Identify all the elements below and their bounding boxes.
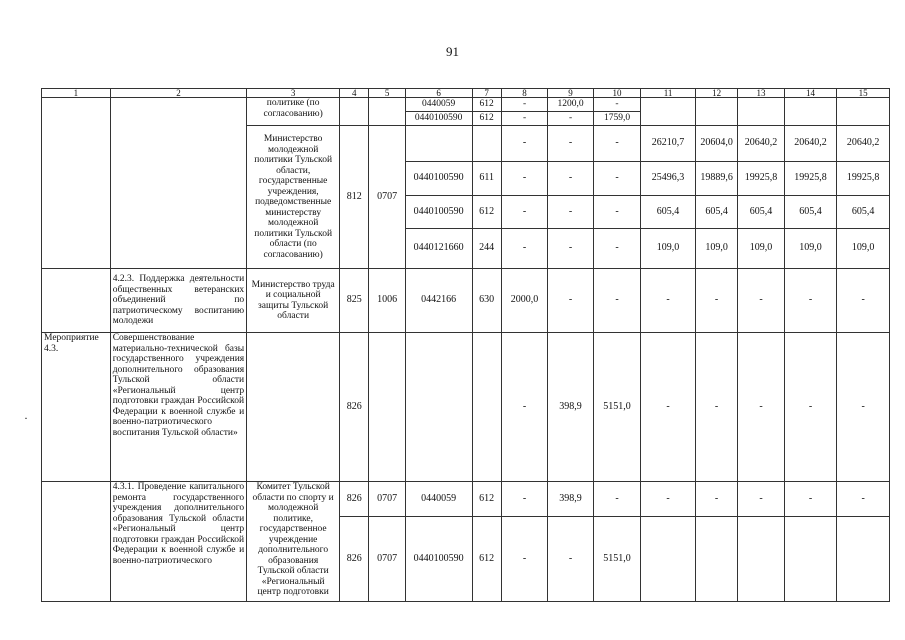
cell — [42, 482, 111, 602]
col-header: 11 — [641, 89, 696, 98]
cell-value: 19925,8 — [784, 162, 837, 196]
cell — [738, 517, 784, 602]
cell-kvr: 612 — [472, 112, 501, 126]
cell-value: - — [593, 126, 641, 162]
cell-value: 605,4 — [738, 196, 784, 229]
cell-value: 5151,0 — [593, 333, 641, 482]
cell-kcsr: 0440100590 — [405, 162, 472, 196]
cell-kvr: 612 — [472, 196, 501, 229]
cell-value: - — [501, 482, 547, 517]
cell-value: - — [593, 269, 641, 333]
table-row — [42, 269, 890, 333]
cell — [784, 517, 837, 602]
cell-value: 1759,0 — [593, 112, 641, 126]
col-header: 12 — [695, 89, 737, 98]
cell-value: 5151,0 — [593, 517, 641, 602]
cell-grbs: 826 — [340, 482, 369, 517]
cell-grbs: 825 — [340, 269, 369, 333]
cell — [42, 269, 111, 333]
cell-executor: Министерство молодежной политики Тульской области, государственные учреждения, подведомственные министерству молодежной политики Тульской области (по согласованию) — [247, 126, 340, 269]
col-header: 8 — [501, 89, 547, 98]
cell-value: - — [593, 162, 641, 196]
cell — [42, 98, 111, 269]
cell-value: 26210,7 — [641, 126, 696, 162]
cell — [837, 98, 890, 126]
cell-value: - — [548, 229, 593, 269]
cell-kvr — [472, 126, 501, 162]
cell-value: - — [548, 126, 593, 162]
cell-event: Мероприятие 4.3. — [42, 333, 111, 482]
col-header: 1 — [42, 89, 111, 98]
cell-value: - — [837, 269, 890, 333]
cell-value: 20604,0 — [695, 126, 737, 162]
cell-value: - — [837, 333, 890, 482]
cell-kcsr: 0440100590 — [405, 196, 472, 229]
col-header: 7 — [472, 89, 501, 98]
cell-value: - — [784, 269, 837, 333]
cell-value: - — [501, 112, 547, 126]
cell-value: 20640,2 — [837, 126, 890, 162]
cell-kcsr: 0442166 — [405, 269, 472, 333]
cell-value: - — [738, 482, 784, 517]
col-header: 6 — [405, 89, 472, 98]
cell-value: - — [695, 269, 737, 333]
cell-value: - — [548, 196, 593, 229]
cell-grbs: 826 — [340, 333, 369, 482]
cell-value: 25496,3 — [641, 162, 696, 196]
cell-activity: Совершенствование материально-технической базы государственного учреждения дополнительного образования Тульской области «Региональный центр подготовки граждан Российской Федерации к военной службе и военно-патриотического воспитания Тульской области» — [110, 333, 246, 482]
cell-executor: Комитет Тульской области по спорту и молодежной политике, государственное учреждение дополнительного образования Тульской области «Региональный центр подготовки — [247, 482, 340, 602]
cell-value: 605,4 — [695, 196, 737, 229]
col-header: 5 — [369, 89, 405, 98]
cell-value: - — [738, 269, 784, 333]
cell-value: - — [501, 196, 547, 229]
cell-rzpr: 0707 — [369, 482, 405, 517]
cell-value: - — [695, 482, 737, 517]
cell — [738, 98, 784, 126]
cell-value: - — [641, 269, 696, 333]
cell-kcsr — [405, 126, 472, 162]
margin-mark: · — [24, 411, 28, 425]
cell-value: 109,0 — [784, 229, 837, 269]
cell-value: - — [837, 482, 890, 517]
cell-executor: политике (по согласованию) — [247, 98, 340, 126]
cell-value: 1200,0 — [548, 98, 593, 112]
cell-kcsr: 0440059 — [405, 482, 472, 517]
table-row — [42, 98, 890, 112]
cell-value: - — [501, 126, 547, 162]
cell-value: - — [593, 196, 641, 229]
cell-value: - — [784, 333, 837, 482]
cell-value: - — [641, 482, 696, 517]
cell-value: 109,0 — [837, 229, 890, 269]
cell-kvr: 244 — [472, 229, 501, 269]
cell-value: 20640,2 — [784, 126, 837, 162]
cell-activity: 4.3.1. Проведение капитального ремонта государственного учреждения дополнительного образования Тульской области «Региональный центр подготовки граждан Российской Федерации к военной службе и военно-патриотического — [110, 482, 246, 602]
cell-value: - — [548, 269, 593, 333]
cell — [695, 517, 737, 602]
cell — [405, 333, 472, 482]
cell-value: - — [784, 482, 837, 517]
col-header: 13 — [738, 89, 784, 98]
page-number: 91 — [446, 44, 459, 59]
cell-value: - — [501, 333, 547, 482]
cell — [247, 333, 340, 482]
cell-value: - — [593, 482, 641, 517]
cell — [784, 98, 837, 126]
cell — [472, 333, 501, 482]
cell-value: 605,4 — [784, 196, 837, 229]
cell-kvr: 611 — [472, 162, 501, 196]
cell-value: 19925,8 — [738, 162, 784, 196]
cell-value: 605,4 — [641, 196, 696, 229]
col-header: 15 — [837, 89, 890, 98]
cell-rzpr: 1006 — [369, 269, 405, 333]
cell — [641, 517, 696, 602]
cell-value: 109,0 — [641, 229, 696, 269]
cell-grbs: 826 — [340, 517, 369, 602]
cell-kvr: 612 — [472, 482, 501, 517]
cell-grbs: 812 — [340, 126, 369, 269]
cell-value: 20640,2 — [738, 126, 784, 162]
cell-kcsr: 0440059 — [405, 98, 472, 112]
col-header: 3 — [247, 89, 340, 98]
cell-executor: Министерство труда и социальной защиты Тульской области — [247, 269, 340, 333]
header-row — [42, 89, 890, 98]
col-header: 10 — [593, 89, 641, 98]
cell-value: - — [501, 229, 547, 269]
budget-table — [41, 88, 890, 602]
cell — [340, 98, 369, 126]
cell — [641, 98, 696, 126]
cell-value: - — [548, 517, 593, 602]
cell-value: - — [641, 333, 696, 482]
cell-value: 605,4 — [837, 196, 890, 229]
cell-kcsr: 0440121660 — [405, 229, 472, 269]
cell-value: - — [593, 229, 641, 269]
cell-value: - — [501, 517, 547, 602]
cell-kvr: 612 — [472, 98, 501, 112]
cell-kcsr: 0440100590 — [405, 517, 472, 602]
cell-value: 2000,0 — [501, 269, 547, 333]
cell-value: 19889,6 — [695, 162, 737, 196]
cell-value: - — [593, 98, 641, 112]
cell — [695, 98, 737, 126]
cell-value: 109,0 — [695, 229, 737, 269]
col-header: 2 — [110, 89, 246, 98]
cell — [369, 333, 405, 482]
table-row — [42, 333, 890, 482]
cell — [837, 517, 890, 602]
cell-value: - — [738, 333, 784, 482]
cell-kcsr: 0440100590 — [405, 112, 472, 126]
col-header: 4 — [340, 89, 369, 98]
cell-value: 19925,8 — [837, 162, 890, 196]
cell-value: - — [501, 98, 547, 112]
cell-value: - — [695, 333, 737, 482]
cell-activity: 4.2.3. Поддержка деятельности общественных ветеранских объединений по патриотическому воспитанию молодежи — [110, 269, 246, 333]
cell-value: 109,0 — [738, 229, 784, 269]
cell-value: - — [501, 162, 547, 196]
cell-value: 398,9 — [548, 333, 593, 482]
cell-rzpr: 0707 — [369, 517, 405, 602]
col-header: 14 — [784, 89, 837, 98]
cell-kvr: 612 — [472, 517, 501, 602]
cell-value: - — [548, 112, 593, 126]
table-row — [42, 482, 890, 517]
cell-value: - — [548, 162, 593, 196]
cell-value: 398,9 — [548, 482, 593, 517]
cell — [369, 98, 405, 126]
cell-rzpr: 0707 — [369, 126, 405, 269]
cell-kvr: 630 — [472, 269, 501, 333]
cell — [110, 98, 246, 269]
col-header: 9 — [548, 89, 593, 98]
